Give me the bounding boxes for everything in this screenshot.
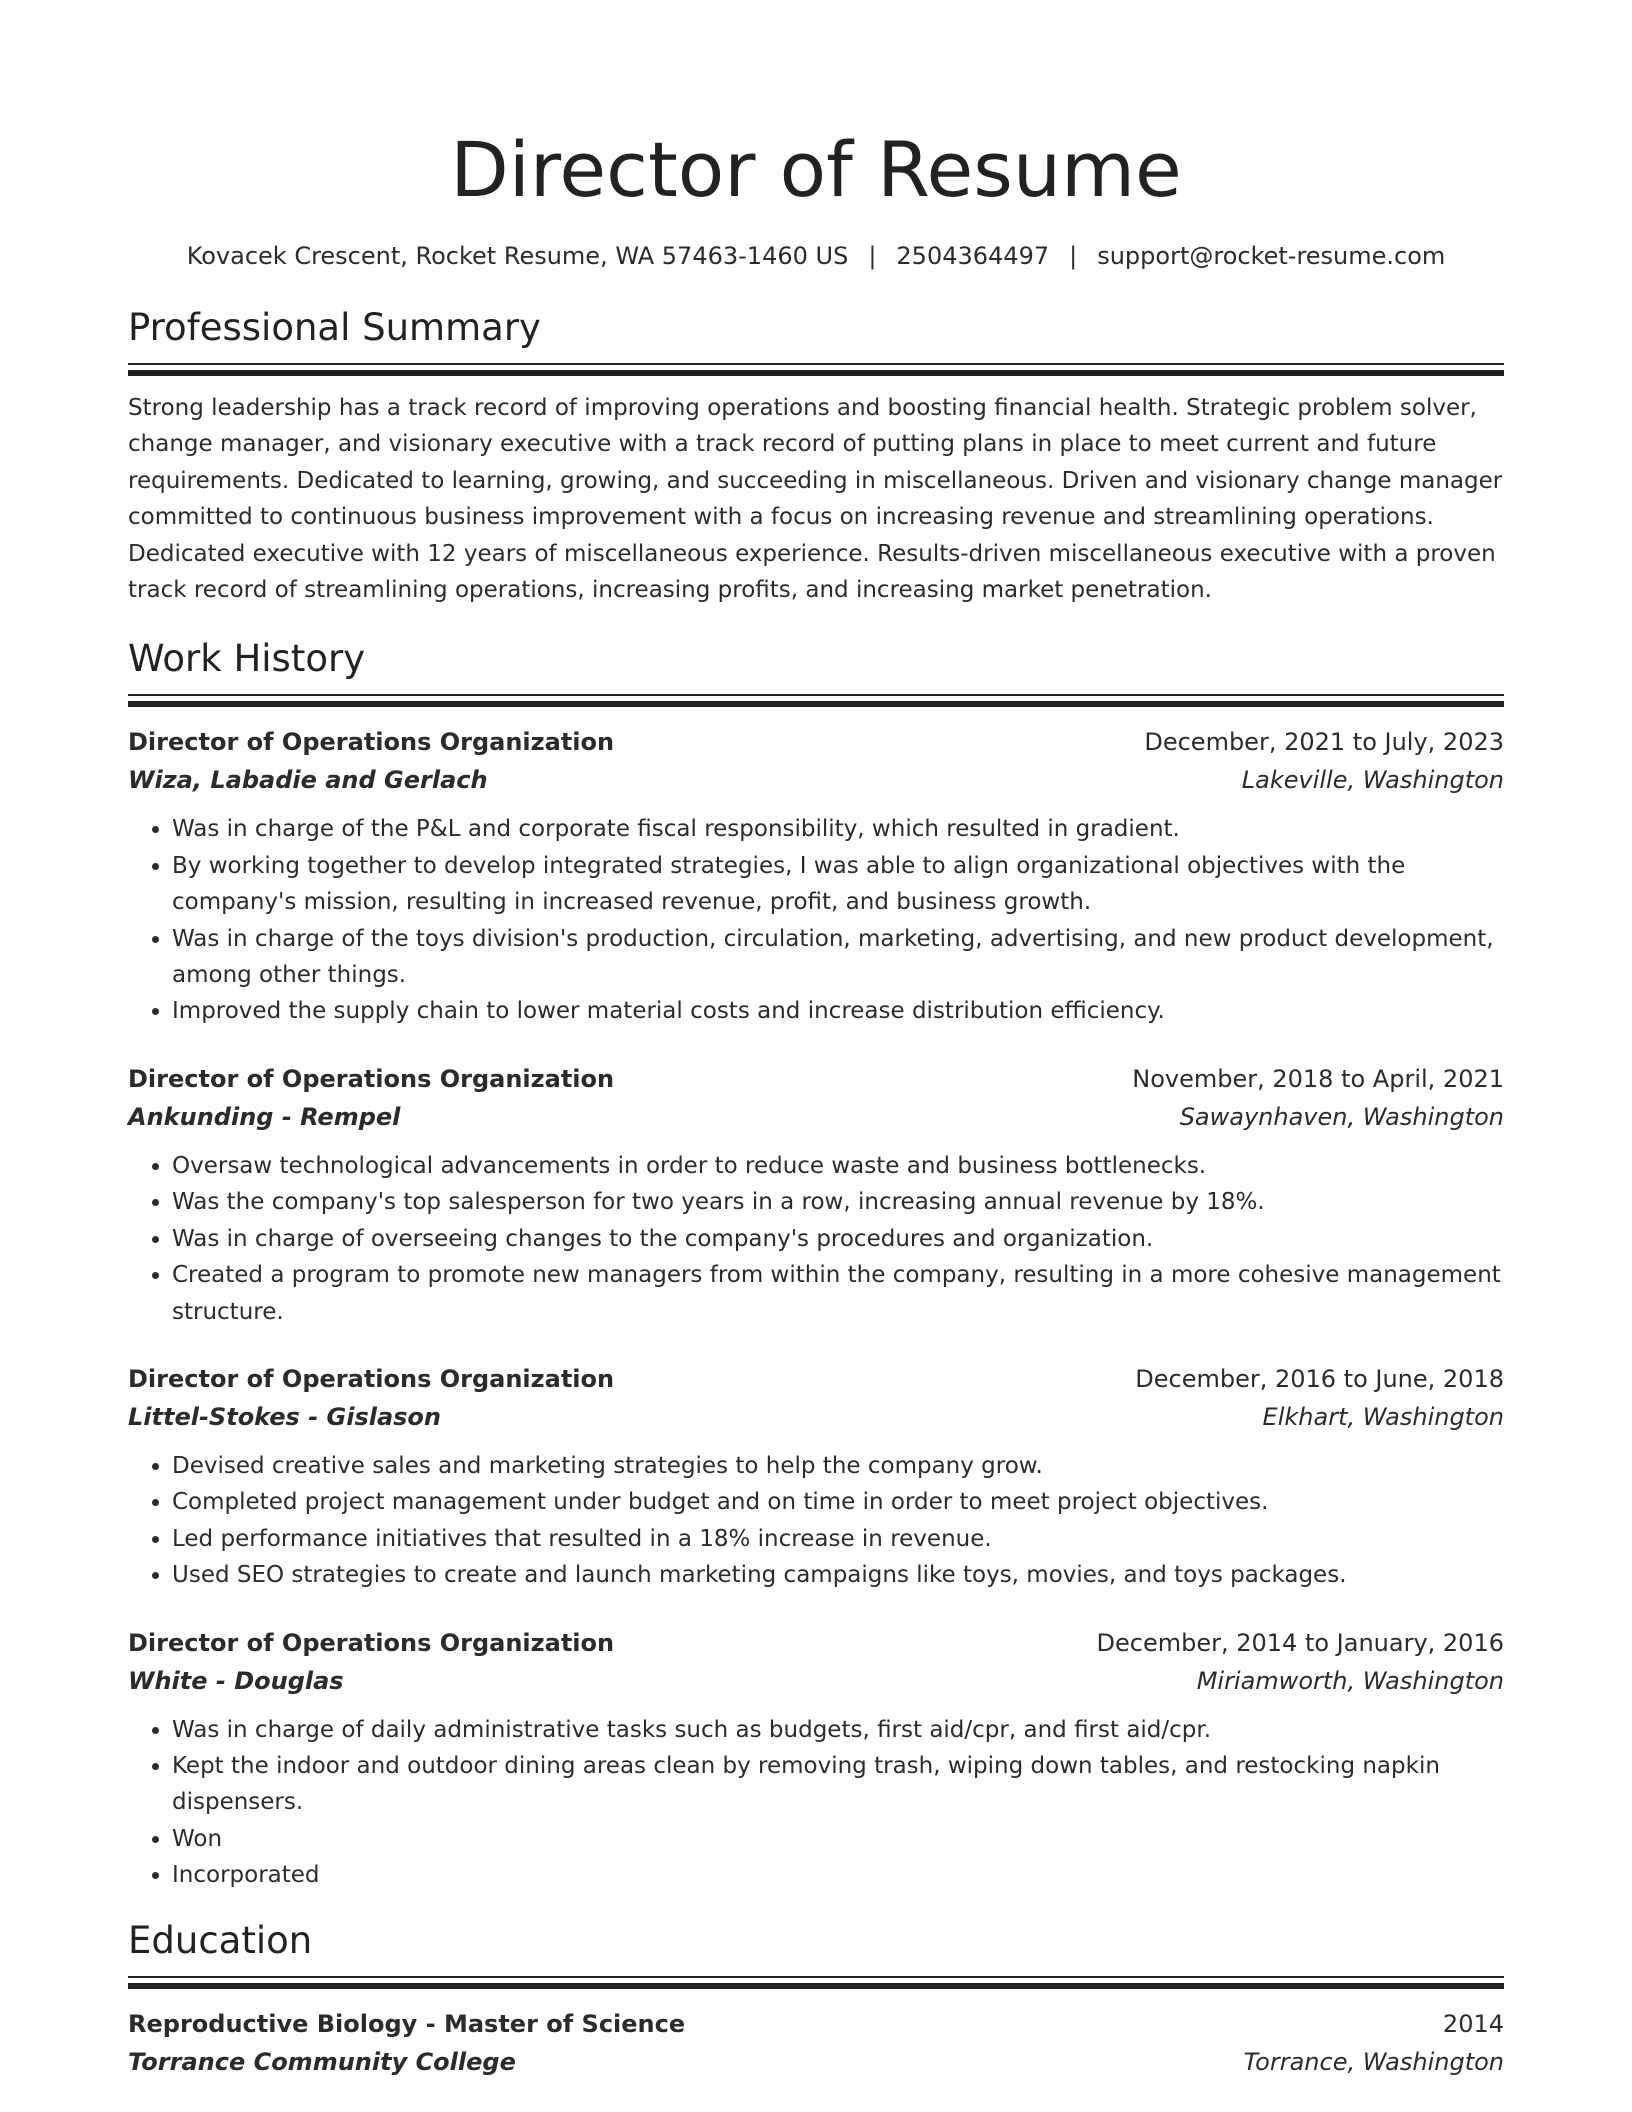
job-header-row [128,723,1504,761]
education-section [128,1916,1504,2081]
job-bullet: • Was the company's top salesperson for two years in a row, increasing annual revenue by 18%. [172,1184,1504,1220]
contact-separator: | [1069,242,1078,270]
resume-page [128,0,1504,2081]
job-bullet: • Was in charge of the P&L and corporate fiscal responsibility, which resulted in gradient. [172,811,1504,847]
job-role: Director of Operations Organization [128,728,615,757]
summary-text: Strong leadership has a track record of improving operations and boosting financial health. Strategic problem solver, change manager, and visionary executive with a track record of putting plans in place to meet current and future requirements. Dedicated to learning, growing, and succeeding in miscellaneous. Driven and visionary change manager committed to continuous business improvement with a focus on increasing revenue and streamlining operations. Dedicated executive with 12 years of miscellaneous experience. Results-driven miscellaneous executive with a proven track record of streamlining operations, increasing profits, and increasing market penetration. [128,395,1503,604]
job-company-row [128,1398,1504,1436]
job-bullet: • Improved the supply chain to lower material costs and increase distribution efficiency. [172,993,1504,1029]
job-company-row [128,761,1504,799]
job-bullets [128,1148,1504,1330]
section-title-education: Education [128,1918,313,1962]
job-dates: December, 2016 to June, 2018 [1135,1364,1504,1393]
education-entry [128,2005,1504,2081]
job-header-row [128,1624,1504,1662]
section-title-summary: Professional Summary [128,306,541,349]
education-school-row [128,2043,1504,2081]
job-role: Director of Operations Organization [128,1628,615,1657]
education-location: Torrance, Washington [1243,2047,1504,2076]
job-dates: December, 2014 to January, 2016 [1096,1628,1504,1657]
job-entry [128,723,1504,1029]
work-section [128,634,1504,1893]
job-bullets [128,1712,1504,1894]
job-location: Sawaynhaven, Washington [1179,1102,1504,1131]
job-location: Miriamworth, Washington [1196,1666,1504,1695]
education-header-row [128,2005,1504,2043]
job-bullet: • Oversaw technological advancements in order to reduce waste and business bottlenecks. [172,1148,1504,1184]
job-bullet: • Was in charge of the toys division's production, circulation, marketing, advertising, and new product development, among other things. [172,921,1504,994]
job-entry [128,1060,1504,1330]
job-company-row [128,1662,1504,1700]
job-bullets [128,811,1504,1029]
job-location: Lakeville, Washington [1241,766,1504,795]
job-role: Director of Operations Organization [128,1064,615,1093]
job-company: Wiza, Labadie and Gerlach [128,766,488,795]
job-bullet: • By working together to develop integrated strategies, I was able to align organizational objectives with the company's mission, resulting in increased revenue, profit, and business growth. [172,848,1504,921]
job-bullet: • Completed project management under budget and on time in order to meet project objectives. [172,1484,1504,1520]
job-bullet: • Devised creative sales and marketing strategies to help the company grow. [172,1448,1504,1484]
job-company-row [128,1098,1504,1136]
job-company: Ankunding - Rempel [128,1102,401,1131]
education-degree: Reproductive Biology - Master of Science [128,2009,686,2038]
job-bullet: • Created a program to promote new managers from within the company, resulting in a more cohesive management structure. [172,1257,1504,1330]
job-location: Elkhart, Washington [1262,1402,1504,1431]
job-dates: November, 2018 to April, 2021 [1132,1064,1504,1093]
job-bullets [128,1448,1504,1594]
education-school: Torrance Community College [128,2047,516,2076]
job-bullet: • Was in charge of overseeing changes to the company's procedures and organization. [172,1221,1504,1257]
section-title-work: Work History [128,637,366,681]
job-bullet: • Kept the indoor and outdoor dining areas clean by removing trash, wiping down tables, and restocking napkin dispensers. [172,1748,1504,1821]
job-dates: December, 2021 to July, 2023 [1144,728,1504,757]
job-bullet: • Used SEO strategies to create and launch marketing campaigns like toys, movies, and toys packages. [172,1557,1504,1593]
job-entry [128,1624,1504,1894]
job-header-row [128,1060,1504,1098]
education-year: 2014 [1442,2009,1504,2038]
job-header-row [128,1360,1504,1398]
summary-section [128,303,1504,608]
job-bullet: • Was in charge of daily administrative tasks such as budgets, first aid/cpr, and first aid/cpr. [172,1712,1504,1748]
section-divider [128,1976,1504,1989]
job-company: White - Douglas [128,1666,344,1695]
contact-phone: 2504364497 [896,242,1050,270]
job-bullet: • Incorporated [172,1857,1504,1893]
job-bullet: • Won [172,1821,1504,1857]
job-company: Littel-Stokes - Gislason [128,1402,442,1431]
contact-separator: | [868,242,877,270]
job-role: Director of Operations Organization [128,1364,615,1393]
job-entry [128,1360,1504,1594]
section-divider [128,694,1504,707]
contact-line [128,238,1504,274]
section-divider [128,363,1504,376]
job-bullet: • Led performance initiatives that resulted in a 18% increase in revenue. [172,1521,1504,1557]
contact-email: support@rocket-resume.com [1097,242,1446,270]
resume-name: Director of Resume [450,125,1182,214]
contact-address: Kovacek Crescent, Rocket Resume, WA 57463-1460 US [186,242,849,270]
